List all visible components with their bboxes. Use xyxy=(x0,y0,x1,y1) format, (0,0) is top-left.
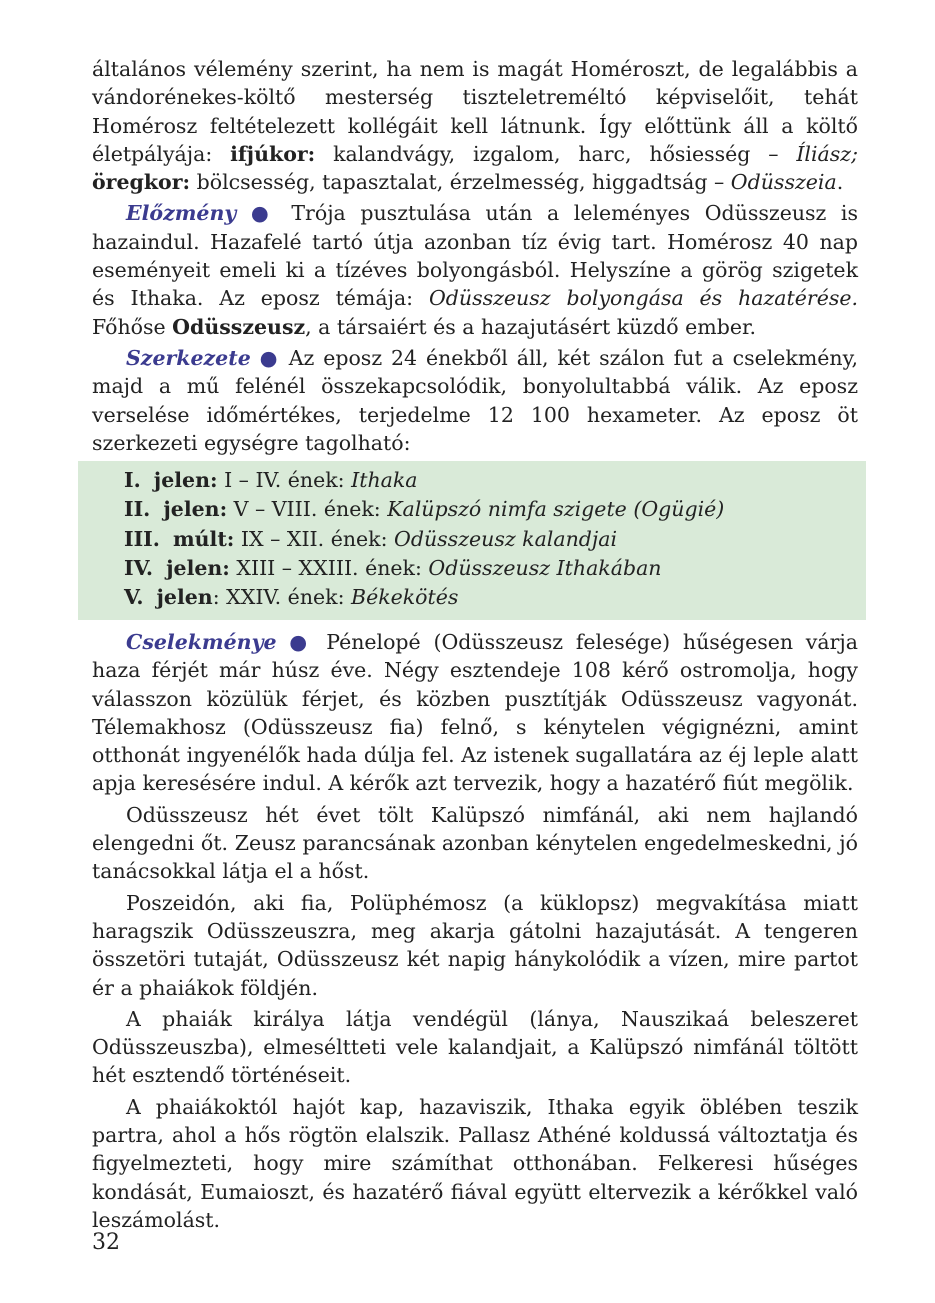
item-number: V. xyxy=(124,585,144,610)
item-label: múlt: xyxy=(172,526,235,551)
text: általános vélemény szerint, ha nem is magát Homéroszt, de legalábbis a vándorénekes-költő mesterség tiszteletreméltó képviselőit, tehát Homérosz feltételezett kollégáit kell látnunk. Így előttünk áll a költő életpályája: xyxy=(92,57,858,166)
text: bölcsesség, tapasztalat, érzelmesség, higgadtság – xyxy=(190,170,731,195)
item-title: Ithaka xyxy=(351,468,418,492)
paragraph: A phaiák királya látja vendégül (lánya, Nauszikaá beleszeret Odüsszeuszba), elmeséltteti vele kalandjait, a Kalüpszó nimfánál töltött hét esztendő történéseit. xyxy=(92,1006,858,1088)
item-range: IX – XII. ének: xyxy=(234,526,395,551)
paragraph-elozmeny xyxy=(92,199,858,340)
item-number: III. xyxy=(124,526,160,551)
italic-term: Odüsszeia xyxy=(730,170,837,195)
structure-item xyxy=(124,525,724,554)
text: . xyxy=(836,170,844,195)
bullet-icon: ● xyxy=(289,630,314,654)
item-range: I – IV. ének: xyxy=(217,468,352,492)
bold-term: öregkor: xyxy=(92,170,191,195)
bold-term: Odüsszeusz xyxy=(172,314,306,339)
item-number: II. xyxy=(124,497,151,522)
item-range: V – VIII. ének: xyxy=(227,497,388,522)
item-title: Odüsszeusz Ithakában xyxy=(428,555,662,580)
text: Trója pusztulása után a leleményes Odüsszeusz is hazaindul. Hazafelé tartó útja azonban tíz évig tart. Homérosz 40 nap eseményeit emeli ki a tízéves bolyongásból. Helyszíne a görög szigetek és Ithaka. Az eposz témája: xyxy=(92,201,858,311)
italic-term: Íliász; xyxy=(796,141,858,166)
text: Pénelopé (Odüsszeusz felesége) hűségesen várja haza férjét már húsz éve. Négy esztendeje 108 kérő ostromolja, hogy válasszon közülük férjet, és közben pusztítják Odüsszeusz vagyonát. Télemakhosz (Odüsszeusz fia) felnő, s kénytelen végignézni, amint otthonát ingyenélők hada dúlja fel. Az istenek sugallatára az éj leple alatt apja keresésére indul. A kérők azt tervezik, hogy a hazatérő fiút megölik. xyxy=(92,630,858,796)
page-number: 32 xyxy=(92,1230,120,1255)
item-title: Békekötés xyxy=(351,585,459,610)
item-number: I. xyxy=(124,468,141,492)
bold-term: ifjúkor: xyxy=(230,141,316,166)
italic-term: Odüsszeusz bolyongása és hazatérése. xyxy=(428,286,858,311)
section-heading: Cselekménye xyxy=(126,630,277,654)
structure-item xyxy=(124,583,724,612)
structure-list xyxy=(124,466,724,612)
text: Főhőse xyxy=(92,314,173,339)
item-title: Kalüpszó nimfa szigete (Ogügié) xyxy=(387,497,725,522)
structure-box xyxy=(78,461,866,620)
bullet-icon: ● xyxy=(259,345,280,370)
text: kalandvágy, izgalom, harc, hősiesség – xyxy=(315,141,797,166)
item-label: jelen: xyxy=(166,555,230,580)
item-range: : XXIV. ének: xyxy=(212,585,351,610)
structure-item xyxy=(124,466,724,495)
structure-item xyxy=(124,495,724,524)
text: Az eposz 24 énekből áll, két szálon fut a cselekmény, majd a mű felénél összekapcsolódik, bonyolultabbá válik. Az eposz verselése időmértékes, terjedelme 12 100 hexameter. Az eposz öt szerkezeti egységre tagolható: xyxy=(92,345,858,455)
paragraph: Poszeidón, aki fia, Polüphémosz (a küklopsz) megvakítása miatt haragszik Odüsszeuszra, meg akarja gátolni hazajutását. A tengeren összetöri tutaját, Odüsszeusz két napig hánykolódik a vízen, mire partot ér a phaiákok földjén. xyxy=(92,890,858,1000)
structure-item xyxy=(124,554,724,583)
lower-text xyxy=(92,628,858,1234)
item-title: Odüsszeusz kalandjai xyxy=(394,526,618,551)
bullet-icon: ● xyxy=(250,201,277,226)
paragraph-cselekmenye xyxy=(92,628,858,798)
paragraph: Odüsszeusz hét évet tölt Kalüpszó nimfánál, aki nem hajlandó elengedni őt. Zeusz parancsának azonban kénytelen engedelmeskedni, jó tanácsokkal látja el a hőst. xyxy=(92,802,858,884)
item-label: jelen: xyxy=(153,468,218,492)
item-label: jelen xyxy=(156,585,213,610)
paragraph-szerkezete xyxy=(92,344,858,457)
section-heading: Előzmény xyxy=(126,201,237,226)
upper-text xyxy=(92,55,858,457)
item-range: XIII – XXIII. ének: xyxy=(229,555,429,580)
item-number: IV. xyxy=(124,555,154,580)
paragraph: A phaiákoktól hajót kap, hazaviszik, Ithaka egyik öblében teszik partra, ahol a hős rögtön elalszik. Pallasz Athéné koldussá változtatja és figyelmezteti, hogy mire számíthat otthonában. Felkeresi hűséges kondását, Eumaioszt, és hazatérő fiával együtt eltervezik a kérőkkel való leszámolást. xyxy=(92,1094,858,1232)
section-heading: Szerkezete xyxy=(126,345,251,370)
paragraph-intro xyxy=(92,55,858,196)
item-label: jelen: xyxy=(163,497,228,522)
text: , a társaiért és a hazajutásért küzdő ember. xyxy=(305,314,757,339)
